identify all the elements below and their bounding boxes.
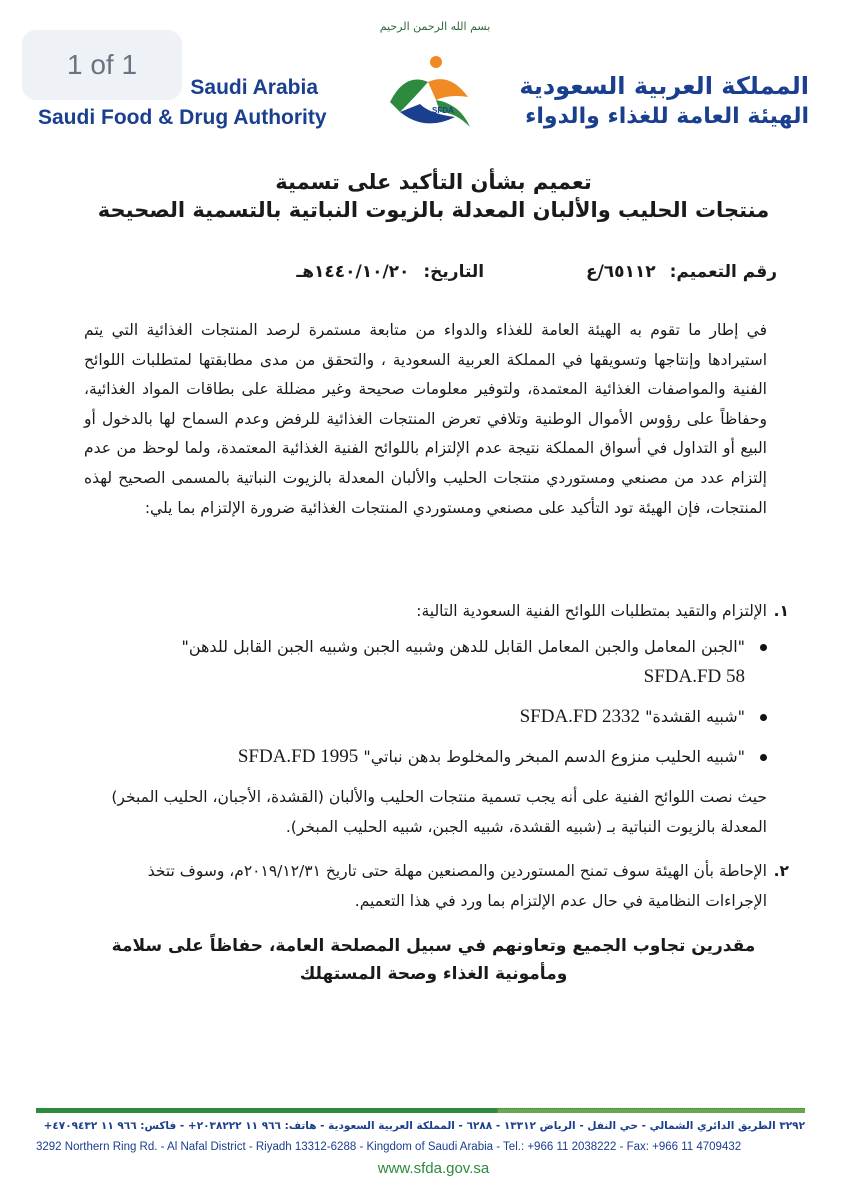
list-item-1-text: الإلتزام والتقيد بمتطلبات اللوائح الفنية السعودية التالية: — [416, 602, 767, 620]
list-item-2-text: الإحاطة بأن الهيئة سوف تمنح المستوردين والمصنعين مهلة حتى تاريخ ٢٠١٩/١٢/٣١م، وسوف تتخذ الإجراءات النظامية في حال عدم الإلتزام بما ورد في هذا التعميم. — [147, 862, 767, 910]
list-item-2-number: ٢. — [773, 862, 789, 880]
header-country-en: Saudi Arabia — [190, 76, 318, 99]
sfda-logo — [370, 20, 500, 140]
basmala: بسم الله الرحمن الرحيم — [379, 20, 491, 33]
regulation-list — [110, 632, 745, 782]
footer-divider — [36, 1108, 805, 1113]
page-indicator: 1 of 1 — [22, 30, 182, 100]
regulation-text: "شبيه الحليب منزوع الدسم المبخر والمخلوط بدهن نباتي" — [363, 747, 745, 766]
footer-address-ar: ٣٢٩٢ الطريق الدائري الشمالي - حي النفل - الرياض ١٣٣١٢ - ٦٢٨٨ - المملكة العربية السعودية - هاتف: ٩٦٦ ١١ ٢٠٣٨٢٢٢+ - فاكس: ٩٦٦ ١١ ٤٧٠٩٤٣٢+ — [43, 1120, 805, 1132]
closing-statement: مقدرين تجاوب الجميع وتعاونهم في سبيل المصلحة العامة، حفاظاً على سلامة ومأمونية الغذاء وصحة المستهلك — [111, 936, 756, 984]
document-title-line1: تعميم بشأن التأكيد على تسمية — [275, 170, 592, 194]
list-item-1-number: ١. — [773, 602, 789, 620]
regulation-code: SFDA.FD 58 — [643, 666, 745, 687]
regulation-text: "شبيه القشدة" — [645, 707, 745, 726]
date-label: التاريخ: — [423, 262, 485, 282]
list-item-1 — [84, 596, 789, 626]
date-value: ١٤٤٠/١٠/٢٠هـ — [296, 262, 410, 282]
regulation-item — [110, 702, 745, 732]
header-authority-ar: الهيئة العامة للغذاء والدواء — [525, 104, 809, 129]
bullet-icon — [760, 644, 767, 651]
header-english — [38, 76, 328, 130]
intro-paragraph: في إطار ما تقوم به الهيئة العامة للغذاء والدواء من متابعة مستمرة لرصد المنتجات الغذائية التي يتم استيرادها وإنتاجها وتسويقها في المملكة العربية السعودية ، والتحقق من مدى مطابقتها لمتطلبات اللوائح الفنية والمواصفات الغذائية المعتمدة، ولتوفير معلومات صحيحة وغير مضللة على بطاقات المواد الغذائية، وحفاظاً على رؤوس الأموال الوطنية وتلافي تعرض المنتجات الغذائية للرفض وعدم السماح لها بالدخول أو البيع أو التداول في أسواق المملكة نتيجة عدم الإلتزام باللوائح الفنية الغذائية المعتمدة، ولما لوحظ من عدم إلتزام عدد من مصنعي ومستوردي منتجات الحليب والألبان المعدلة بالزيوت النباتية بالمسمى الصحيح لهذه المنتجات، فإن الهيئة تود التأكيد على مصنعي ومستوردي المنتجات الغذائية ضرورة الإلتزام بما يلي: — [84, 321, 767, 517]
bullet-icon — [760, 754, 767, 761]
header-country-ar: المملكة العربية السعودية — [519, 72, 809, 100]
sfda-emblem-icon — [370, 42, 500, 142]
regulation-code: SFDA.FD 1995 — [237, 746, 359, 767]
footer-address-en: 3292 Northern Ring Rd. - Al Nafal District - Riyadh 13312-6288 - Kingdom of Saudi Arabia - Tel.: +966 11 2038222 - Fax: +966 11 4709432 — [36, 1141, 742, 1153]
circular-number-label: رقم التعميم: — [669, 262, 777, 282]
footer-website-link[interactable]: www.sfda.gov.sa — [377, 1160, 490, 1177]
bullet-icon — [760, 714, 767, 721]
circular-number: ٦٥١١٢/ع — [585, 262, 656, 282]
reference-line — [90, 262, 777, 282]
list-item-1-note: حيث نصت اللوائح الفنية على أنه يجب تسمية منتجات الحليب والألبان (القشدة، الأجبان، الحليب المبخر) المعدلة بالزيوت النباتية بـ (شبيه القشدة، شبيه الجبن، شبيه الحليب المبخر). — [111, 788, 767, 836]
header-authority-en: Saudi Food & Drug Authority — [38, 106, 327, 129]
regulation-item — [110, 632, 745, 692]
regulation-text: "الجبن المعامل والجبن المعامل القابل للدهن وشبيه الجبن وشبيه الجبن القابل للدهن" — [181, 637, 745, 656]
logo-text: SFDA — [432, 106, 454, 115]
document-title-line2: منتجات الحليب والألبان المعدلة بالزيوت النباتية بالتسمية الصحيحة — [97, 198, 770, 222]
list-item-2 — [84, 856, 789, 916]
regulation-code: SFDA.FD 2332 — [519, 706, 640, 727]
regulation-item — [110, 742, 745, 772]
header-arabic — [509, 72, 809, 129]
